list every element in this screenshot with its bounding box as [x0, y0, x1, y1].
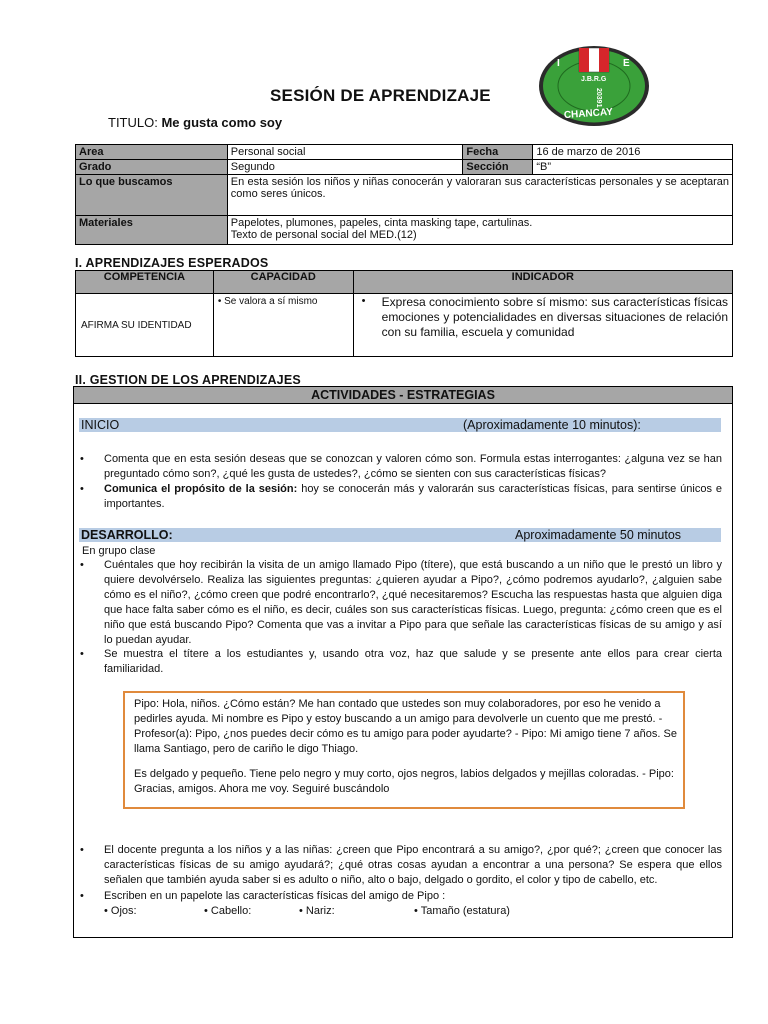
list-item-nariz: • Nariz: — [299, 905, 335, 917]
session-info-table — [75, 144, 733, 245]
logo-city: CHANCAY — [563, 106, 614, 122]
aprendizajes-heading: I. APRENDIZAJES ESPERADOS — [75, 256, 269, 270]
area-label: Area — [76, 145, 228, 160]
indicador-text: Expresa conocimiento sobre sí mismo: sus características físicas emociones y potencialidades en diversas situaciones de relación con su familia, escuela y comunidad — [381, 295, 728, 339]
dialogue-paragraph-1: Pipo: Hola, niños. ¿Cómo están? Me han contado que ustedes son muy colaboradores, por eso he venido a pedirles ayuda. Mi nombre es Pipo y estoy buscando a un amigo para devolverle un cuento que me prestó. - Profesor(a): Pipo, ¿nos puedes decir cómo es tu amigo para poder ayudarte? - Pipo: Mi amigo tiene 7 años. Se llama Santiago, pero de cariño le digo Thiago. — [134, 698, 677, 755]
grado-label: Grado — [76, 160, 228, 175]
seccion-value: “B” — [533, 160, 733, 175]
col-capacidad: CAPACIDAD — [213, 271, 353, 294]
buscamos-value: En esta sesión los niños y niñas conocerán y valoraran sus características personales y se aceptaran como seres únicos. — [227, 175, 732, 216]
aprendizajes-row — [76, 294, 733, 357]
buscamos-label: Lo que buscamos — [76, 175, 228, 216]
school-logo — [537, 44, 651, 128]
inicio-bullet-2 — [80, 482, 722, 512]
grado-value: Segundo — [227, 160, 463, 175]
logo-ring-text: J.B.R.G — [581, 76, 607, 83]
grupo-clase-label: En grupo clase — [82, 545, 156, 557]
desarrollo-bar — [79, 528, 721, 542]
proposito-text: hoy se conocerán más y valorarán sus características físicas, para sentirse únicos e importantes. — [104, 483, 722, 510]
desarrollo-time: Aproximadamente 50 minutos — [515, 528, 682, 542]
dialogue-paragraph-2: Es delgado y pequeño. Tiene pelo negro y muy corto, ojos negros, labios delgados y mejillas coloradas. - Pipo: Gracias, amigos. Ahora me voy. Seguiré buscándolo — [134, 768, 674, 795]
caracteristicas-list — [104, 904, 704, 919]
desarrollo-bullet-1-text: Cuéntales que hoy recibirán la visita de un amigo llamado Pipo (títere), que está buscando a un niño que le prestó un libro y quiere devolvérselo. Realiza las siguientes preguntas: ¿quieren ayudar a Pipo?, ¿cómo podremos ayudarlo?, ¿alguien sabe cómo es el niño?, ¿cómo creen que podré encontrarlo?, ¿qué necesitaremos? Escucha las respuestas hasta que alguien diga que hace falta saber cómo es el niño, es decir, cuáles son sus características físicas. Luego, pregunta: ¿cómo creen que es el niño que está buscando Pipo? Comenta que vas a invitar a Pipo para que señale las características físicas de su amigo y así lo puedan ayudar. — [104, 559, 722, 646]
logo-letter-e: E — [623, 58, 630, 69]
list-item-cabello: • Cabello: — [204, 905, 252, 917]
logo-school-number: 20391 — [595, 88, 602, 108]
proposito-label: Comunica el propósito de la sesión: — [104, 483, 298, 495]
desarrollo-label: DESARROLLO: — [81, 528, 173, 542]
inicio-bullet-1-text: Comenta que en esta sesión deseas que se conozcan y valoren cómo son. Formula estas interrogantes: ¿alguna vez se han preguntado cómo son?, ¿qué les gusta de ustedes?, ¿cómo se sienten con sus características físicas? — [104, 453, 722, 480]
desarrollo-bullet-3-text: El docente pregunta a los niños y a las niñas: ¿creen que Pipo encontrará a su amigo?, ¿por qué?; ¿creen que conocer las características físicas de su amigo ayudará?; ¿qué otras cosas ayudan a encontrar a una persona? Se espera que ellos señalen que también ayuda saber si es adulto o niño, alto o bajo, delgado o gordito, el color y tipo de cabello, etc. — [104, 844, 722, 886]
bullet: • — [80, 483, 84, 495]
pipo-dialogue-box — [123, 691, 685, 809]
seccion-label: Sección — [463, 160, 533, 175]
indicador-cell — [353, 294, 732, 357]
titulo-value: Me gusta como soy — [161, 115, 283, 130]
desarrollo-bullet-1 — [80, 558, 722, 648]
aprendizajes-header-row — [76, 271, 733, 294]
page-title: SESIÓN DE APRENDIZAJE — [270, 86, 491, 105]
desarrollo-bullet-2-text: Se muestra el títere a los estudiantes y, usando otra voz, haz que salude y se presente ante ellos para crear cierta familiaridad. — [104, 648, 722, 675]
col-indicador: INDICADOR — [353, 271, 732, 294]
fecha-value: 16 de marzo de 2016 — [533, 145, 733, 160]
desarrollo-bullet-2 — [80, 647, 722, 677]
list-item-tamano: • Tamaño (estatura) — [414, 905, 510, 917]
bullet: • — [80, 890, 84, 902]
inicio-label: INICIO — [81, 418, 120, 432]
inicio-time: (Aproximadamente 10 minutos): — [463, 418, 641, 432]
aprendizajes-table — [75, 270, 733, 357]
desarrollo-bullet-4 — [80, 889, 722, 904]
logo-letter-i: I — [557, 58, 560, 69]
competencia-cell: AFIRMA SU IDENTIDAD — [76, 294, 214, 357]
actividades-box — [73, 386, 733, 938]
materiales-value — [227, 216, 732, 245]
capacidad-cell: • Se valora a sí mismo — [213, 294, 353, 357]
titulo-label: TITULO: — [108, 115, 158, 130]
col-competencia: COMPETENCIA — [76, 271, 214, 294]
indicador-bullet: • — [361, 295, 366, 307]
gestion-heading: II. GESTION DE LOS APRENDIZAJES — [75, 373, 301, 387]
desarrollo-bullet-3 — [80, 843, 722, 889]
materiales-line-1: Papelotes, plumones, papeles, cinta masking tape, cartulinas. — [230, 217, 533, 229]
actividades-header: ACTIVIDADES - ESTRATEGIAS — [74, 387, 732, 404]
bullet: • — [80, 453, 84, 465]
bullet: • — [80, 844, 84, 856]
materiales-label: Materiales — [76, 216, 228, 245]
session-title-line — [108, 115, 282, 130]
info-row-grado — [76, 160, 733, 175]
info-row-buscamos — [76, 175, 733, 216]
materiales-line-2: Texto de personal social del MED.(12) — [230, 229, 417, 241]
bullet: • — [80, 559, 84, 571]
area-value: Personal social — [227, 145, 463, 160]
inicio-bullet-2-text — [104, 482, 722, 512]
info-row-area — [76, 145, 733, 160]
bullet: • — [80, 648, 84, 660]
desarrollo-bullet-4-text: Escriben en un papelote las características físicas del amigo de Pipo : — [104, 890, 446, 902]
inicio-bullet-1 — [80, 452, 722, 482]
fecha-label: Fecha — [463, 145, 533, 160]
list-item-ojos: • Ojos: — [104, 905, 137, 917]
inicio-bar — [79, 418, 721, 432]
info-row-materiales — [76, 216, 733, 245]
